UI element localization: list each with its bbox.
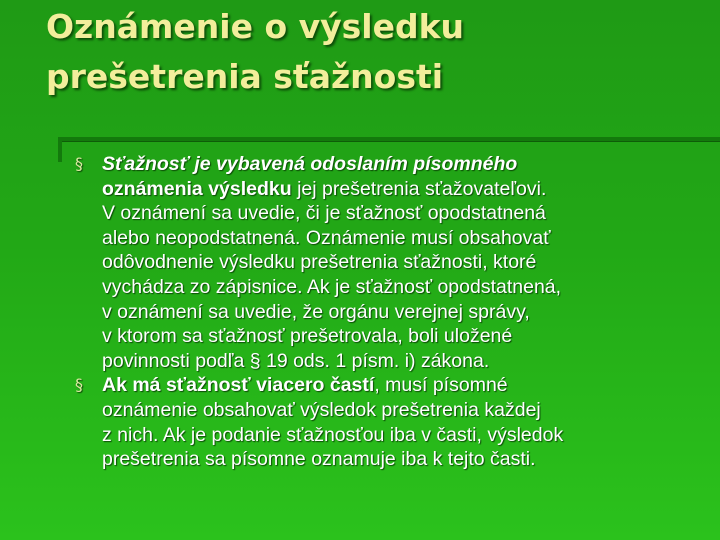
text-segment: v ktorom sa sťažnosť prešetrovala, boli uložené [102,325,513,348]
bullet-text-line [102,250,695,275]
divider-corner [58,137,62,162]
text-segment: Ak má sťažnosť viacero častí [102,374,375,397]
bullet-text-line [102,349,695,374]
text-segment: vychádza zo zápisnice. Ak je sťažnosť opodstatnená, [102,275,562,298]
text-segment: z nich. Ak je podanie sťažnosťou iba v časti, výsledok [102,423,564,446]
bullet-text-line [102,226,695,251]
title-divider [58,137,720,141]
bullet-text-line [102,201,695,226]
text-segment: V oznámení sa uvedie, či je sťažnosť opodstatnená [102,202,546,225]
text-segment: povinnosti podľa § 19 ods. 1 písm. i) zákona. [102,349,490,372]
text-segment: , musí písomné [374,374,508,397]
bullet-item [75,152,695,373]
bullet-text-line [102,177,695,202]
bullet-text-line [102,275,695,300]
text-segment: v oznámení sa uvedie, že orgánu verejnej správy, [102,300,530,323]
bullet-marker: § [75,375,83,395]
bullet-text-line [102,300,695,325]
text-segment: jej prešetrenia sťažovateľovi. [291,177,547,200]
text-segment: prešetrenia sa písomne oznamuje iba k tejto časti. [102,448,536,471]
text-segment: oznámenie obsahovať výsledok prešetrenia každej [102,398,541,421]
bullet-marker: § [75,154,83,173]
bullet-text-line [102,398,695,423]
text-segment: alebo neopodstatnená. Oznámenie musí obsahovať [102,226,551,249]
bullet-text-line [102,152,695,177]
text-segment: oznámenia výsledku [102,177,292,200]
bullet-text-line [102,423,695,448]
bullet-item [75,373,695,471]
text-segment: Sťažnosť je vybavená odoslaním písomného [102,153,518,175]
text-segment: odôvodnenie výsledku prešetrenia sťažnosti, ktoré [102,251,537,274]
bullet-text-line [102,447,695,472]
bullet-text-line [102,373,695,398]
bullet-text-line [102,324,695,349]
bullet-list [75,152,695,472]
slide-title [46,2,686,102]
slide-title-line-1: Oznámenie o výsledku [46,7,465,46]
slide-title-line-2: prešetrenia sťažnosti [46,57,444,96]
